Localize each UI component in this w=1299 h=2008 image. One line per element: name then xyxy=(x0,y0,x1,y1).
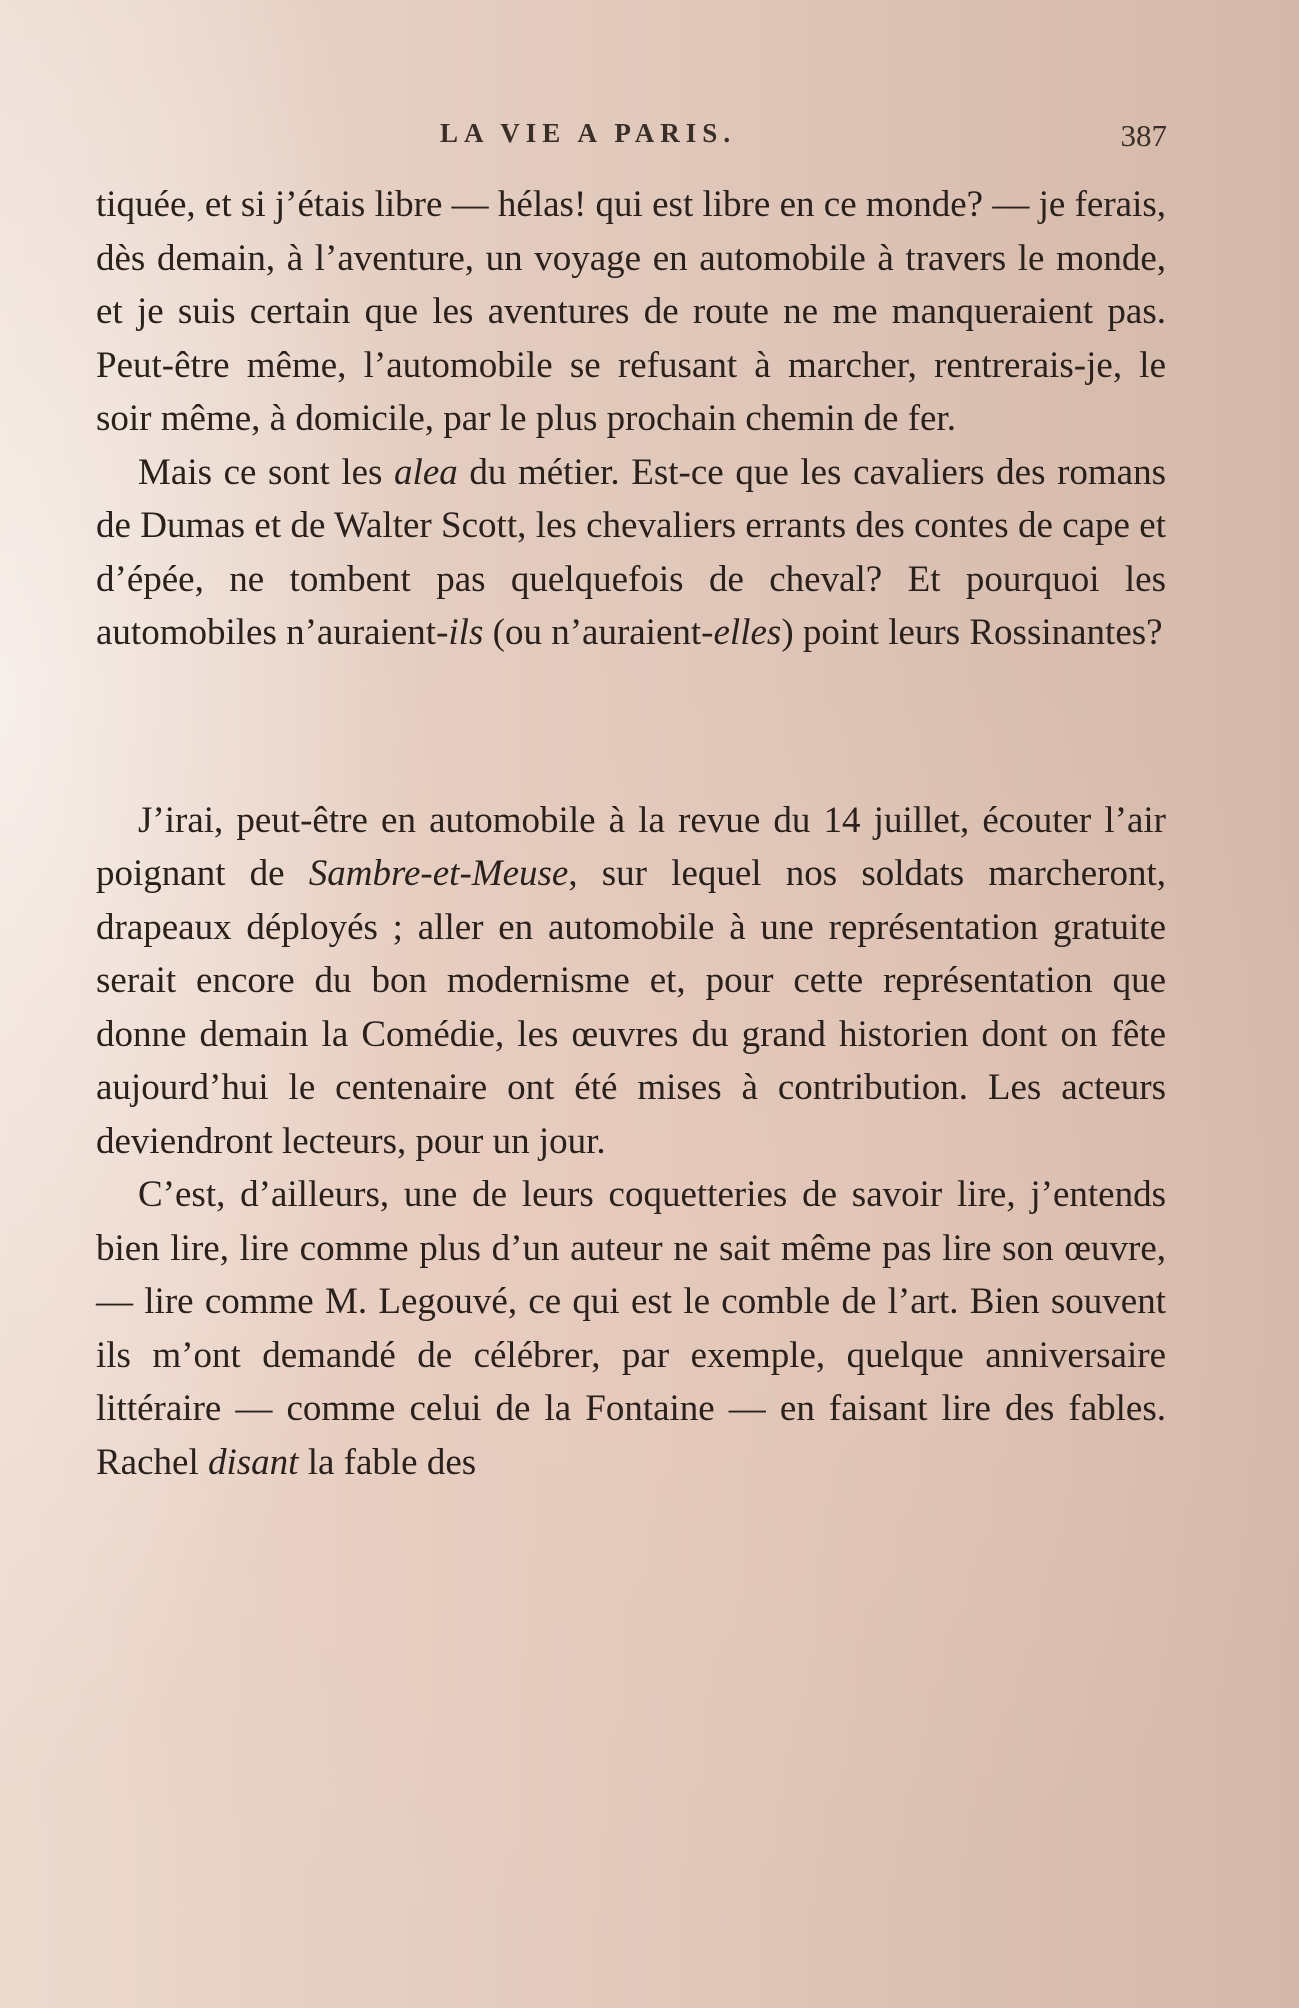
body-text xyxy=(96,178,1166,1489)
paragraph-3 xyxy=(96,794,1166,1169)
paragraph-4-text: la fable des xyxy=(298,1441,477,1483)
italic-title: Sambre-et-Meuse xyxy=(308,853,569,894)
running-title: LA VIE A PARIS. xyxy=(440,118,737,148)
italic-word: elles xyxy=(713,612,782,653)
paragraph-1-text: tiquée, et si j’étais libre — hélas! qui est libre en ce monde? — je ferais, dès demain, à l’aventure, un voyage en automobile à travers le monde, et je suis certain que les aventures de route ne me manqueraient pas. Peut-être même, l’automobile se refusant à marcher, rentrerais-je, le soir même, à domicile, par le plus prochain chemin de fer. xyxy=(96,184,1166,439)
paragraph-3-text: J’irai, peut-être en automobile à la revue du 14 juillet, écouter l’air poignant de xyxy=(96,799,1166,894)
paragraph-1 xyxy=(96,178,1166,446)
italic-word: alea xyxy=(394,451,458,493)
section-break xyxy=(96,660,1166,794)
paragraph-2-text: Mais ce sont les xyxy=(138,451,395,493)
italic-word: disant xyxy=(207,1441,299,1483)
paragraph-2-text: (ou n’auraient- xyxy=(483,612,714,653)
paragraph-2-text: du métier. Est-ce que les cavaliers des romans de Dumas et de Walter Scott, les chevaliers errants des contes de cape et d’épée, ne tombent pas quelquefois de cheval? Et pourquoi les automobiles n’auraient- xyxy=(96,451,1166,653)
page-header xyxy=(0,118,1299,158)
paragraph-4-text: C’est, d’ailleurs, une de leurs coquetteries de savoir lire, j’entends bien lire, lire comme plus d’un auteur ne sait même pas lire son œuvre, — lire comme M. Legouvé, ce qui est le comble de l’art. Bien souvent ils m’ont demandé de célébrer, par exemple, quelque anniversaire littéraire — comme celui de la Fontaine — en faisant lire des fables. Rachel xyxy=(96,1174,1166,1483)
italic-word: ils xyxy=(448,612,484,653)
paragraph-2 xyxy=(96,446,1166,660)
paragraph-3-text: , sur lequel nos soldats marcheront, drapeaux déployés ; aller en automobile à une représentation gratuite serait encore du bon modernisme et, pour cette représentation que donne demain la Comédie, les œuvres du grand historien dont on fête aujourd’hui le centenaire ont été mises à contribution. Les acteurs deviendront lecteurs, pour un jour. xyxy=(96,853,1166,1162)
paragraph-4 xyxy=(96,1168,1166,1489)
paragraph-2-text: ) point leurs Rossinantes? xyxy=(781,612,1163,653)
page-number: 387 xyxy=(1120,118,1167,153)
